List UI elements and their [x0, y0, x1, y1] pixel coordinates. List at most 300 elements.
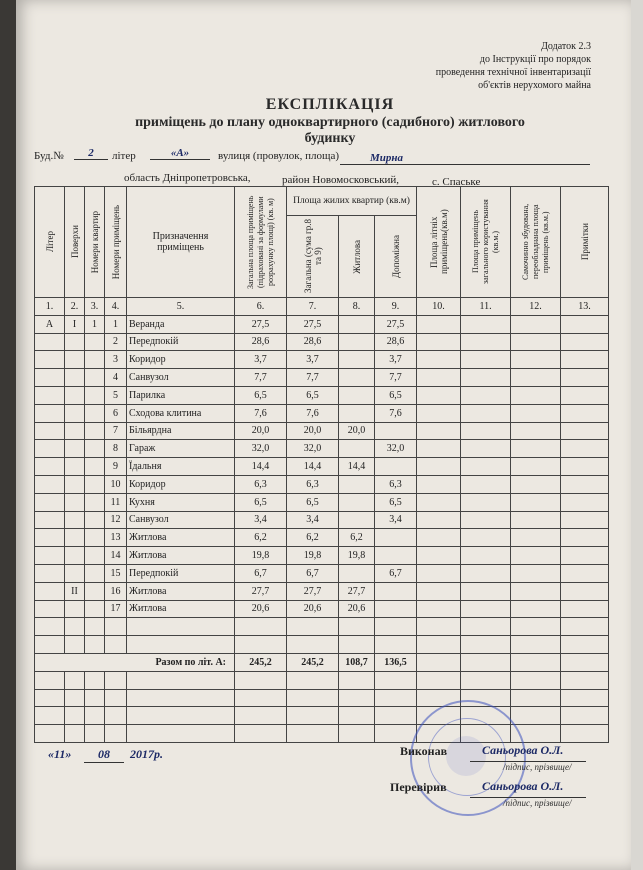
cell-empty: [105, 707, 127, 725]
cell-empty: [561, 422, 609, 440]
cell-no: 6: [105, 404, 127, 422]
cell-empty: [417, 600, 461, 618]
cell-no: 1: [105, 315, 127, 333]
cell-sum: 6,2: [287, 529, 339, 547]
cell-liter: [35, 582, 65, 600]
column-numbers-row: [35, 298, 609, 316]
column-number: 10.: [417, 298, 461, 316]
cell-empty: [561, 333, 609, 351]
column-number: 7.: [287, 298, 339, 316]
cell-total: 7,7: [235, 369, 287, 387]
cell-sum: 3,7: [287, 351, 339, 369]
cell-sum: 3,4: [287, 511, 339, 529]
cell-empty: [511, 547, 561, 565]
cell-floor: [65, 511, 85, 529]
cell-living: [339, 386, 375, 404]
cell-apt: [85, 386, 105, 404]
header-living: Житлова: [339, 216, 375, 298]
cell-apt: [85, 458, 105, 476]
cell-liter: [35, 440, 65, 458]
cell-no: 12: [105, 511, 127, 529]
cell-aux: [375, 547, 417, 565]
cell-aux: 28,6: [375, 333, 417, 351]
cell-floor: І: [65, 315, 85, 333]
cell-sum: 27,5: [287, 315, 339, 333]
cell-empty: [85, 707, 105, 725]
cell-total: 6,2: [235, 529, 287, 547]
cell-empty: [561, 582, 609, 600]
cell-aux: 6,3: [375, 475, 417, 493]
cell-empty: [511, 636, 561, 654]
cell-name: Сходова клитина: [127, 404, 235, 422]
cell-total: 20,6: [235, 600, 287, 618]
cell-empty: [65, 636, 85, 654]
annotation-line-4: об'єктів нерухомого майна: [478, 80, 591, 91]
cell-aux: [375, 422, 417, 440]
cell-empty: [561, 351, 609, 369]
cell-living: [339, 351, 375, 369]
cell-empty: [561, 493, 609, 511]
cell-empty: [417, 458, 461, 476]
cell-empty: [375, 689, 417, 707]
document-title: [120, 96, 540, 147]
table-row: [35, 529, 609, 547]
cell-living: [339, 315, 375, 333]
cell-empty: [417, 511, 461, 529]
cell-liter: [35, 547, 65, 565]
table-row: [35, 547, 609, 565]
totals-row: [35, 653, 609, 671]
cell-empty: [417, 493, 461, 511]
cell-empty: [511, 564, 561, 582]
cell-empty: [65, 707, 85, 725]
table-row: [35, 333, 609, 351]
table-row: [35, 315, 609, 333]
cell-empty: [105, 725, 127, 743]
cell-total: 28,6: [235, 333, 287, 351]
table-row: [35, 564, 609, 582]
totals-empty: [417, 653, 461, 671]
cell-floor: [65, 458, 85, 476]
cell-floor: [65, 440, 85, 458]
cell-liter: А: [35, 315, 65, 333]
cell-sum: 6,7: [287, 564, 339, 582]
cell-apt: 1: [85, 315, 105, 333]
cell-no: 3: [105, 351, 127, 369]
cell-empty: [417, 475, 461, 493]
cell-floor: [65, 333, 85, 351]
cell-apt: [85, 547, 105, 565]
cell-total: 6,5: [235, 493, 287, 511]
totals-sum: 245,2: [287, 653, 339, 671]
cell-aux: 7,7: [375, 369, 417, 387]
cell-sum: 20,0: [287, 422, 339, 440]
cell-empty: [417, 369, 461, 387]
annotation-line-1: Додаток 2.3: [541, 41, 591, 52]
cell-empty: [511, 511, 561, 529]
cell-empty: [235, 618, 287, 636]
cell-apt: [85, 564, 105, 582]
cell-aux: 3,4: [375, 511, 417, 529]
cell-total: 7,6: [235, 404, 287, 422]
cell-empty: [235, 707, 287, 725]
table-row: [35, 351, 609, 369]
cell-empty: [65, 618, 85, 636]
house-number-field: [74, 147, 108, 160]
cell-living: [339, 511, 375, 529]
cell-no: 15: [105, 564, 127, 582]
header-purpose: Призначення приміщень: [127, 187, 235, 298]
cell-empty: [287, 725, 339, 743]
cell-living: [339, 440, 375, 458]
cell-empty: [461, 636, 511, 654]
annotation-line-2: до Інструкції про порядок: [479, 54, 591, 65]
blank-row: [35, 707, 609, 725]
cell-no: 11: [105, 493, 127, 511]
cell-floor: [65, 386, 85, 404]
cell-empty: [461, 440, 511, 458]
house-number-label: Буд.№: [34, 150, 64, 162]
table-row: [35, 422, 609, 440]
cell-empty: [461, 315, 511, 333]
cell-empty: [127, 618, 235, 636]
cell-liter: [35, 458, 65, 476]
cell-total: 3,4: [235, 511, 287, 529]
cell-empty: [85, 725, 105, 743]
cell-empty: [511, 475, 561, 493]
cell-empty: [511, 422, 561, 440]
annotation-line-3: проведення технічної інвентаризації: [435, 67, 591, 78]
cell-empty: [461, 386, 511, 404]
cell-empty: [461, 475, 511, 493]
checker-label: Перевірив: [390, 780, 447, 794]
cell-name: Санвузол: [127, 369, 235, 387]
cell-empty: [461, 458, 511, 476]
cell-floor: [65, 422, 85, 440]
cell-empty: [339, 689, 375, 707]
cell-empty: [235, 689, 287, 707]
stamp-core: [446, 736, 486, 776]
table-row: [35, 404, 609, 422]
cell-empty: [561, 458, 609, 476]
cell-empty: [461, 618, 511, 636]
cell-empty: [235, 725, 287, 743]
cell-empty: [461, 369, 511, 387]
cell-empty: [561, 564, 609, 582]
cell-aux: 27,5: [375, 315, 417, 333]
cell-empty: [561, 671, 609, 689]
region-text: область Дніпропетровська,: [124, 172, 251, 184]
village-text: с. Спаське: [432, 176, 481, 188]
cell-empty: [417, 529, 461, 547]
cell-name: Кухня: [127, 493, 235, 511]
cell-empty: [461, 529, 511, 547]
cell-liter: [35, 475, 65, 493]
cell-no: 14: [105, 547, 127, 565]
column-number: 9.: [375, 298, 417, 316]
cell-no: 5: [105, 386, 127, 404]
title-main: ЕКСПЛІКАЦІЯ: [265, 96, 395, 113]
totals-aux: 136,5: [375, 653, 417, 671]
cell-sum: 32,0: [287, 440, 339, 458]
cell-no: 8: [105, 440, 127, 458]
cell-total: 3,7: [235, 351, 287, 369]
cell-empty: [561, 689, 609, 707]
cell-no: 2: [105, 333, 127, 351]
totals-empty: [461, 653, 511, 671]
header-floors: Поверхи: [65, 187, 85, 298]
cell-empty: [511, 493, 561, 511]
cell-no: 7: [105, 422, 127, 440]
cell-apt: [85, 600, 105, 618]
cell-no: 9: [105, 458, 127, 476]
cell-empty: [235, 636, 287, 654]
totals-total: 245,2: [235, 653, 287, 671]
title-sub: приміщень до плану одноквартирного (садибного) житлового будинку: [135, 115, 525, 146]
cell-empty: [375, 636, 417, 654]
executor-label: Виконав: [400, 744, 448, 758]
cell-no: 10: [105, 475, 127, 493]
cell-empty: [561, 386, 609, 404]
cell-empty: [35, 707, 65, 725]
cell-empty: [461, 404, 511, 422]
cell-sum: 28,6: [287, 333, 339, 351]
cell-empty: [511, 404, 561, 422]
cell-apt: [85, 529, 105, 547]
column-number: 2.: [65, 298, 85, 316]
totals-living: 108,7: [339, 653, 375, 671]
cell-floor: [65, 351, 85, 369]
cell-apt: [85, 369, 105, 387]
cell-empty: [375, 671, 417, 689]
cell-aux: 3,7: [375, 351, 417, 369]
cell-empty: [65, 689, 85, 707]
cell-total: 14,4: [235, 458, 287, 476]
cell-floor: [65, 475, 85, 493]
cell-empty: [511, 618, 561, 636]
cell-aux: [375, 529, 417, 547]
cell-apt: [85, 333, 105, 351]
cell-empty: [417, 564, 461, 582]
cell-total: 6,3: [235, 475, 287, 493]
cell-living: [339, 369, 375, 387]
cell-empty: [287, 636, 339, 654]
blank-row: [35, 618, 609, 636]
cell-aux: 32,0: [375, 440, 417, 458]
cell-total: 27,7: [235, 582, 287, 600]
cell-sum: 7,7: [287, 369, 339, 387]
table-row: [35, 386, 609, 404]
table-row: [35, 475, 609, 493]
cell-empty: [511, 689, 561, 707]
cell-empty: [511, 386, 561, 404]
cell-empty: [35, 689, 65, 707]
cell-floor: [65, 547, 85, 565]
cell-empty: [461, 511, 511, 529]
liter-value: «А»: [150, 147, 210, 160]
cell-empty: [561, 475, 609, 493]
liter-field: [150, 147, 210, 160]
cell-empty: [511, 671, 561, 689]
table-row: [35, 511, 609, 529]
cell-aux: 6,5: [375, 493, 417, 511]
cell-liter: [35, 351, 65, 369]
cell-liter: [35, 529, 65, 547]
cell-empty: [561, 618, 609, 636]
cell-sum: 14,4: [287, 458, 339, 476]
cell-liter: [35, 511, 65, 529]
cell-empty: [287, 618, 339, 636]
cell-empty: [417, 386, 461, 404]
cell-liter: [35, 564, 65, 582]
cell-empty: [561, 600, 609, 618]
cell-empty: [511, 582, 561, 600]
date-year: 2017р.: [130, 747, 163, 761]
totals-empty: [511, 653, 561, 671]
cell-empty: [561, 404, 609, 422]
cell-name: Їдальня: [127, 458, 235, 476]
cell-living: 6,2: [339, 529, 375, 547]
cell-living: [339, 564, 375, 582]
cell-empty: [105, 636, 127, 654]
cell-living: 19,8: [339, 547, 375, 565]
cell-empty: [105, 671, 127, 689]
cell-empty: [417, 315, 461, 333]
cell-total: 19,8: [235, 547, 287, 565]
executor-caption: /підпис, прізвище/: [503, 762, 572, 772]
cell-empty: [511, 529, 561, 547]
cell-empty: [417, 404, 461, 422]
cell-empty: [35, 671, 65, 689]
cell-living: 20,0: [339, 422, 375, 440]
street-field: [340, 152, 590, 165]
cell-aux: 6,7: [375, 564, 417, 582]
cell-apt: [85, 404, 105, 422]
cell-total: 6,5: [235, 386, 287, 404]
cell-empty: [511, 707, 561, 725]
cell-empty: [561, 369, 609, 387]
cell-empty: [417, 636, 461, 654]
cell-empty: [461, 547, 511, 565]
cell-empty: [375, 618, 417, 636]
cell-living: 20,6: [339, 600, 375, 618]
cell-empty: [417, 547, 461, 565]
checker-name: Саньорова О.Л.: [482, 779, 564, 793]
cell-aux: [375, 582, 417, 600]
cell-apt: [85, 422, 105, 440]
header-total-sum: Загальна (сума гр.8 та 9): [287, 216, 339, 298]
cell-sum: 20,6: [287, 600, 339, 618]
totals-label: Разом по літ. А:: [35, 653, 235, 671]
cell-name: Житлова: [127, 529, 235, 547]
cell-empty: [561, 440, 609, 458]
cell-aux: 7,6: [375, 404, 417, 422]
cell-name: Коридор: [127, 475, 235, 493]
column-number: 4.: [105, 298, 127, 316]
cell-empty: [417, 422, 461, 440]
cell-sum: 7,6: [287, 404, 339, 422]
cell-total: 27,5: [235, 315, 287, 333]
header-notes: Примітки: [561, 187, 609, 298]
header-unauthorized-area: Самочинно збудована, переобладнана площа приміщень (кв.м.): [511, 187, 561, 298]
cell-empty: [287, 671, 339, 689]
cell-empty: [511, 369, 561, 387]
cell-name: Коридор: [127, 351, 235, 369]
cell-floor: [65, 600, 85, 618]
column-number: 11.: [461, 298, 511, 316]
table-row: [35, 600, 609, 618]
blank-row: [35, 636, 609, 654]
header-liter: Літер: [35, 187, 65, 298]
header-total-area: Загальна площа приміщень (підраховані за формулами розрахунку площі) (кв. м): [235, 187, 287, 298]
cell-aux: [375, 600, 417, 618]
table-row: [35, 493, 609, 511]
cell-empty: [461, 564, 511, 582]
checker-caption: /підпис, прізвище/: [503, 798, 572, 808]
column-number: 12.: [511, 298, 561, 316]
cell-empty: [105, 689, 127, 707]
cell-living: 14,4: [339, 458, 375, 476]
cell-empty: [127, 689, 235, 707]
cell-liter: [35, 600, 65, 618]
cell-empty: [35, 636, 65, 654]
street-label: вулиця (провулок, площа): [218, 150, 340, 162]
cell-empty: [85, 618, 105, 636]
cell-empty: [127, 671, 235, 689]
cell-sum: 6,5: [287, 386, 339, 404]
cell-name: Житлова: [127, 547, 235, 565]
cell-empty: [561, 547, 609, 565]
cell-empty: [85, 636, 105, 654]
blank-row: [35, 671, 609, 689]
cell-empty: [339, 707, 375, 725]
cell-empty: [561, 636, 609, 654]
cell-floor: ІІ: [65, 582, 85, 600]
cell-apt: [85, 440, 105, 458]
header-common-area: Площа приміщень загального користування (кв.м.): [461, 187, 511, 298]
cell-empty: [235, 671, 287, 689]
cell-empty: [417, 671, 461, 689]
cell-sum: 6,3: [287, 475, 339, 493]
cell-liter: [35, 404, 65, 422]
cell-empty: [461, 493, 511, 511]
cell-apt: [85, 351, 105, 369]
cell-sum: 6,5: [287, 493, 339, 511]
cell-name: Санвузол: [127, 511, 235, 529]
cell-empty: [287, 689, 339, 707]
street-value: Мирна: [340, 152, 590, 165]
table-row: [35, 458, 609, 476]
cell-empty: [339, 671, 375, 689]
cell-floor: [65, 529, 85, 547]
cell-empty: [461, 422, 511, 440]
cell-empty: [85, 671, 105, 689]
date-month-field: [84, 747, 124, 763]
column-number: 8.: [339, 298, 375, 316]
cell-name: Житлова: [127, 600, 235, 618]
table-row: [35, 440, 609, 458]
cell-living: [339, 493, 375, 511]
cell-living: [339, 404, 375, 422]
cell-no: 13: [105, 529, 127, 547]
cell-empty: [561, 511, 609, 529]
cell-name: Передпокій: [127, 333, 235, 351]
cell-empty: [127, 636, 235, 654]
cell-aux: [375, 458, 417, 476]
table-row: [35, 582, 609, 600]
cell-empty: [561, 315, 609, 333]
house-number-value: 2: [74, 147, 108, 160]
